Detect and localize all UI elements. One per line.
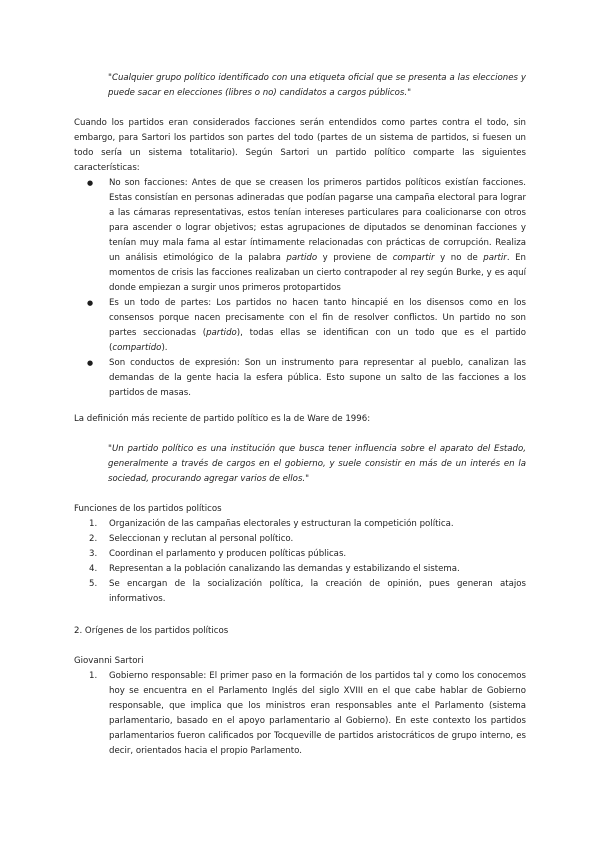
list-item: 1. Gobierno responsable: El primer paso en la formación de los partidos tal y como los conocemos hoy se encuentra en el Parlamento Inglés del siglo XVIII en el que cabe hablar de Gobierno responsable, que implica que los ministros eran responsables ante el Parlamento (sistema parlamentario, basado en el apoyo parlamentario al Gobierno). En este contexto los partidos parlamentarios fueron calificados por Tocqueville de partidos aristocráticos de grupo interno, es decir, orientados hacia el propio Parlamento. <box>89 671 526 756</box>
list-item: 3. Coordinan el parlamento y producen políticas públicas. <box>89 549 347 559</box>
list-item: 4. Representan a la población canalizando las demandas y estabilizando el sistema. <box>89 564 460 574</box>
functions-list <box>74 517 526 607</box>
section-2-heading: 2. Orígenes de los partidos políticos <box>74 626 229 636</box>
author-heading: Giovanni Sartori <box>74 656 144 666</box>
list-item: 1. Organización de las campañas electorales y estructuran la competición política. <box>89 519 454 529</box>
intro-paragraph: Cuando los partidos eran considerados facciones serán entendidos como partes contra el todo, sin embargo, para Sartori los partidos son partes del todo (partes de un sistema de partidos, si fuesen un todo sería un sistema totalitario). Según Sartori un partido político comparte las siguientes características: <box>74 118 526 173</box>
list-item: 5. Se encargan de la socialización política, la creación de opinión, pues generan atajos informativos. <box>89 579 526 604</box>
list-item: ● Son conductos de expresión: Son un instrumento para representar al pueblo, canalizan las demandas de la gente hacia la esfera pública. Esto supone un salto de las facciones a los partidos de masas. <box>74 356 526 401</box>
functions-heading: Funciones de los partidos políticos <box>74 504 222 514</box>
list-item: ● No son facciones: Antes de que se creasen los primeros partidos políticos existían facciones. Estas consistían en personas adineradas que podían pagarse una campaña electoral para lograr a las cámaras representativas, estos tenían intereses particulares para coalicionarse con otros para ascender o lograr objetivos; estas agrupaciones de diputados se denominan facciones y tenían muy mala fama al estar íntimamente relacionadas con prácticas de corrupción. Realiza un análisis etimológico de la palabra partido y proviene de compartir y no de partir. En momentos de crisis las facciones realizaban un cierto contrapoder al rey según Burke, y es aquí donde empiezan a surgir unos primeros protopartidos <box>74 176 526 296</box>
list-item: ● Es un todo de partes: Los partidos no hacen tanto hincapié en los disensos como en los consensos porque nacen precisamente con el fin de resolver conflictos. Un partido no son partes seccionadas (partido), todas ellas se identifican con un todo que es el partido (compartido). <box>74 296 526 356</box>
characteristics-list <box>74 176 526 401</box>
party-definition-quote: "Cualquier grupo político identificado con una etiqueta oficial que se presenta a las elecciones y puede sacar en elecciones (libres o no) candidatos a cargos públicos." <box>108 73 526 98</box>
origins-list <box>74 669 526 759</box>
list-item: 2. Seleccionan y reclutan al personal político. <box>89 534 294 544</box>
ware-definition-quote: "Un partido político es una institución que busca tener influencia sobre el aparato del Estado, generalmente a través de cargos en el gobierno, y suele consistir en más de un interés en la sociedad, procurando agregar varios de ellos." <box>108 444 526 484</box>
ware-intro: La definición más reciente de partido político es la de Ware de 1996: <box>74 414 371 424</box>
